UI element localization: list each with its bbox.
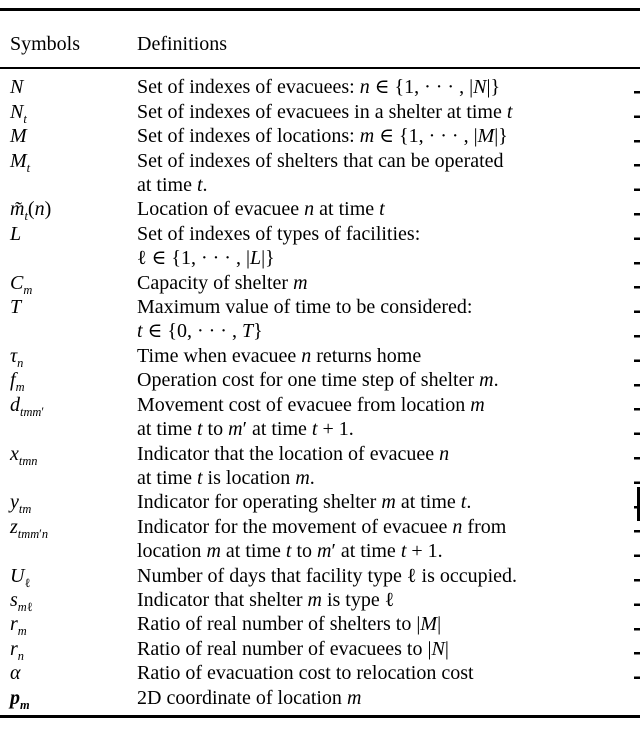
- symbol-cell: $y_{tm}$: [10, 491, 32, 517]
- definition-cell: Number of days that facility type ℓ is occupied.: [137, 564, 518, 587]
- table-row: [0, 124, 640, 148]
- symbol-cell: $C_m$: [10, 271, 33, 297]
- table-row: [0, 588, 640, 612]
- definition-cell: Indicator for the movement of evacuee n from location m at time t to m′ at time t + 1.: [137, 515, 507, 563]
- symbol-cell: $N_t$: [10, 100, 27, 126]
- symbol-cell: T: [10, 296, 22, 319]
- symbol-cell: $M_t$: [10, 149, 31, 175]
- symbol-cell: N: [10, 76, 24, 99]
- table-row: [0, 393, 640, 442]
- symbol-cell: $r_m$: [10, 613, 27, 639]
- symbols-column-header: Symbols: [10, 33, 81, 55]
- table-body: [0, 69, 640, 715]
- definition-cell: Indicator that the location of evacuee n at time t is location m.: [137, 442, 450, 489]
- table-row: [0, 100, 640, 124]
- definition-cell: Set of indexes of evacuees: n ∈ {1, · · · , |N|}: [137, 76, 501, 99]
- table-row: [0, 368, 640, 395]
- table-row: [0, 442, 640, 491]
- symbol-cell: $p_m$: [10, 686, 30, 712]
- definition-cell: Movement cost of evacuee from location m at time t to m′ at time t + 1.: [137, 393, 485, 441]
- symbol-cell: $f_m$: [10, 369, 25, 395]
- table-row: [0, 149, 640, 198]
- symbol-cell: $r_n$: [10, 637, 24, 663]
- definition-cell: Set of indexes of evacuees in a shelter at time t: [137, 100, 513, 123]
- table-row: [0, 222, 640, 271]
- symbol-cell: $U_\ell$: [10, 564, 31, 590]
- table-row: [0, 197, 640, 224]
- table-row: [0, 271, 640, 295]
- symbol-cell: α: [10, 662, 21, 685]
- definition-cell: Capacity of shelter m: [137, 271, 308, 294]
- table-row: [0, 637, 640, 661]
- adjacent-column-artifact-dashes: [634, 91, 640, 686]
- table-header-row: [0, 11, 640, 67]
- table-row: [0, 515, 640, 564]
- definition-cell: Ratio of real number of evacuees to |N|: [137, 637, 449, 660]
- symbol-cell: M: [10, 125, 27, 148]
- symbol-cell: $x_{tmn}$: [10, 442, 38, 468]
- definition-cell: 2D coordinate of location m: [137, 686, 362, 709]
- table-row: [0, 295, 640, 344]
- definitions-column-header: Definitions: [137, 33, 227, 55]
- table-row: [0, 344, 640, 368]
- table-row: [0, 564, 640, 588]
- definition-cell: Location of evacuee n at time t: [137, 198, 385, 221]
- definition-cell: Set of indexes of shelters that can be operated at time t.: [137, 149, 504, 197]
- definition-cell: Set of indexes of types of facilities: ℓ ∈ {1, · · · , |L|}: [137, 222, 421, 270]
- symbol-cell: $d_{tmm'}$: [10, 393, 45, 419]
- symbol-cell: $m̃_t(n)$: [10, 198, 52, 224]
- definition-cell: Operation cost for one time step of shelter m.: [137, 369, 499, 392]
- table-row: [0, 75, 640, 99]
- table-row: [0, 612, 640, 639]
- table-bottom-rule: [0, 715, 640, 718]
- definition-cell: Maximum value of time to be considered: t ∈ {0, · · · , T}: [137, 296, 473, 343]
- symbol-cell: $s_{m\ell}$: [10, 588, 33, 614]
- definition-cell: Indicator for operating shelter m at time t.: [137, 491, 472, 514]
- symbol-cell: $\tau_n$: [10, 344, 24, 370]
- definition-cell: Indicator that shelter m is type ℓ: [137, 588, 395, 611]
- table-row: [0, 661, 640, 685]
- definition-cell: Set of indexes of locations: m ∈ {1, · · · , |M|}: [137, 125, 508, 148]
- definition-cell: Ratio of evacuation cost to relocation cost: [137, 662, 474, 685]
- definition-cell: Ratio of real number of shelters to |M|: [137, 613, 442, 636]
- symbol-cell: $z_{tmm'n}$: [10, 515, 49, 541]
- symbol-cell: L: [10, 222, 22, 245]
- adjacent-column-artifact-bar: [637, 487, 640, 521]
- definition-cell: Time when evacuee n returns home: [137, 344, 422, 367]
- table-row: [0, 490, 640, 517]
- table-row: [0, 686, 640, 710]
